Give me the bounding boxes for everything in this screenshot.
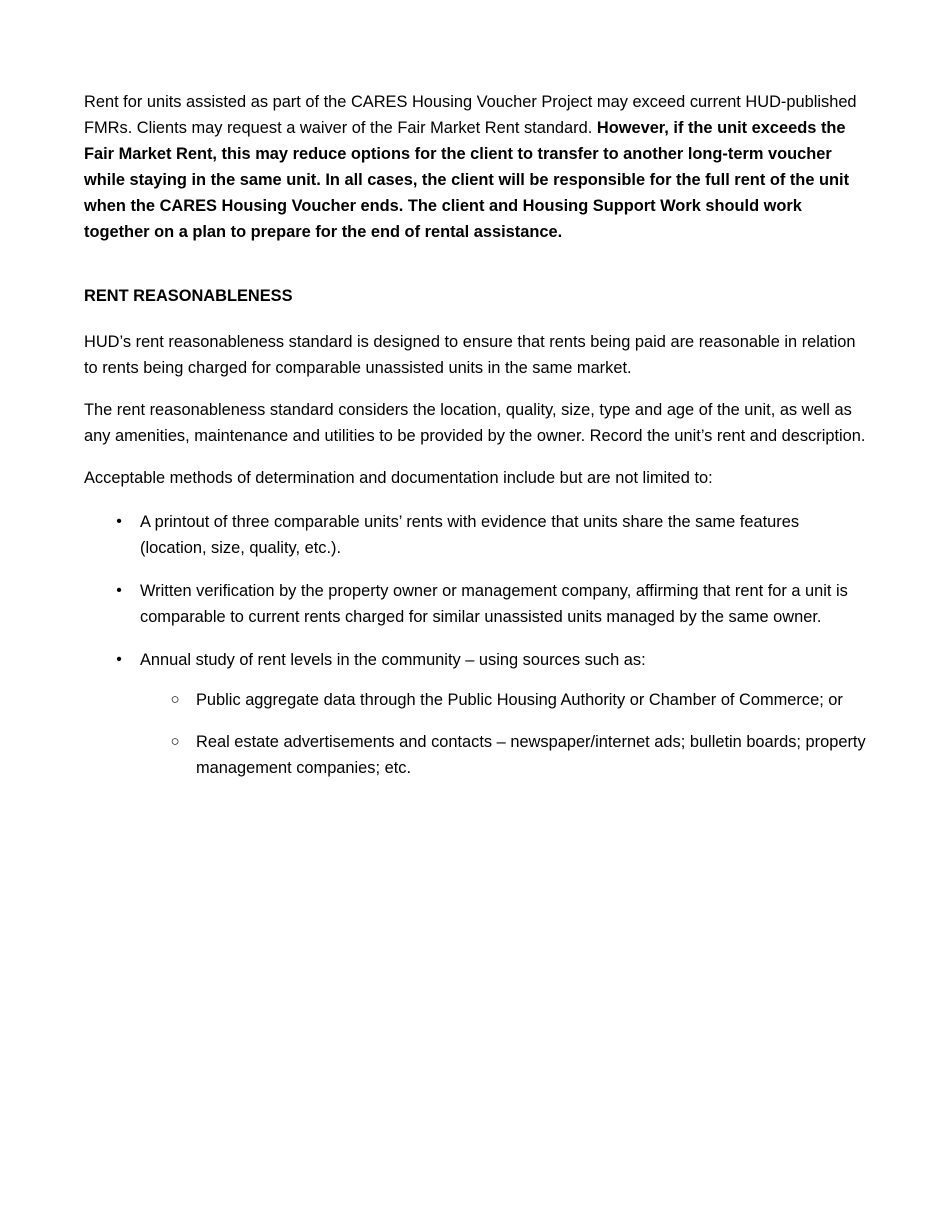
intro-paragraph: [84, 89, 868, 245]
bullet-icon: •: [116, 651, 122, 668]
sub-list-item: [140, 729, 868, 781]
intro-bold-text: However, if the unit exceeds the Fair Market Rent, this may reduce options for the client to transfer to another long-term voucher while staying in the same unit. In all cases, the client will be responsible for the full rent of the unit when the CARES Housing Voucher ends. The client and Housing Support Work should work together on a plan to prepare for the end of rental assistance.: [84, 119, 850, 241]
rent-standard-paragraph: HUD’s rent reasonableness standard is designed to ensure that rents being paid are reasonable in relation to rents being charged for comparable unassisted units in the same market.: [84, 333, 856, 377]
bullet-icon: •: [116, 582, 122, 599]
list-item-text: Annual study of rent levels in the community – using sources such as:: [140, 651, 646, 669]
intro-plain-text: Rent for units assisted as part of the CARES Housing Voucher Project may exceed current HUD-published FMRs. Clients may request a waiver of the Fair Market Rent standard.: [84, 93, 857, 137]
section-heading: RENT REASONABLENESS: [84, 287, 293, 305]
document-page: [84, 89, 868, 798]
list-item: [84, 509, 868, 561]
sub-list-item-text: Real estate advertisements and contacts – newspaper/internet ads; bulletin boards; property management companies; etc.: [196, 733, 866, 777]
bullet-icon: •: [116, 513, 122, 530]
circle-bullet-icon: ○: [170, 733, 180, 750]
list-item: [84, 647, 868, 781]
list-item-text: A printout of three comparable units’ rents with evidence that units share the same features (location, size, quality, etc.).: [140, 513, 800, 557]
circle-bullet-icon: ○: [170, 691, 180, 708]
sub-list-item-text: Public aggregate data through the Public Housing Authority or Chamber of Commerce; or: [196, 691, 843, 709]
list-item: [84, 578, 868, 630]
sources-sublist: [140, 687, 868, 781]
sub-list-item: [140, 687, 868, 713]
methods-intro-paragraph: Acceptable methods of determination and documentation include but are not limited to:: [84, 469, 713, 487]
methods-list: [84, 509, 868, 781]
list-item-text: Written verification by the property owner or management company, affirming that rent for a unit is comparable to current rents charged for similar unassisted units managed by the same owner.: [140, 582, 848, 626]
rent-factors-paragraph: The rent reasonableness standard considers the location, quality, size, type and age of the unit, as well as any amenities, maintenance and utilities to be provided by the owner. Record the unit’s rent and description.: [84, 401, 866, 445]
